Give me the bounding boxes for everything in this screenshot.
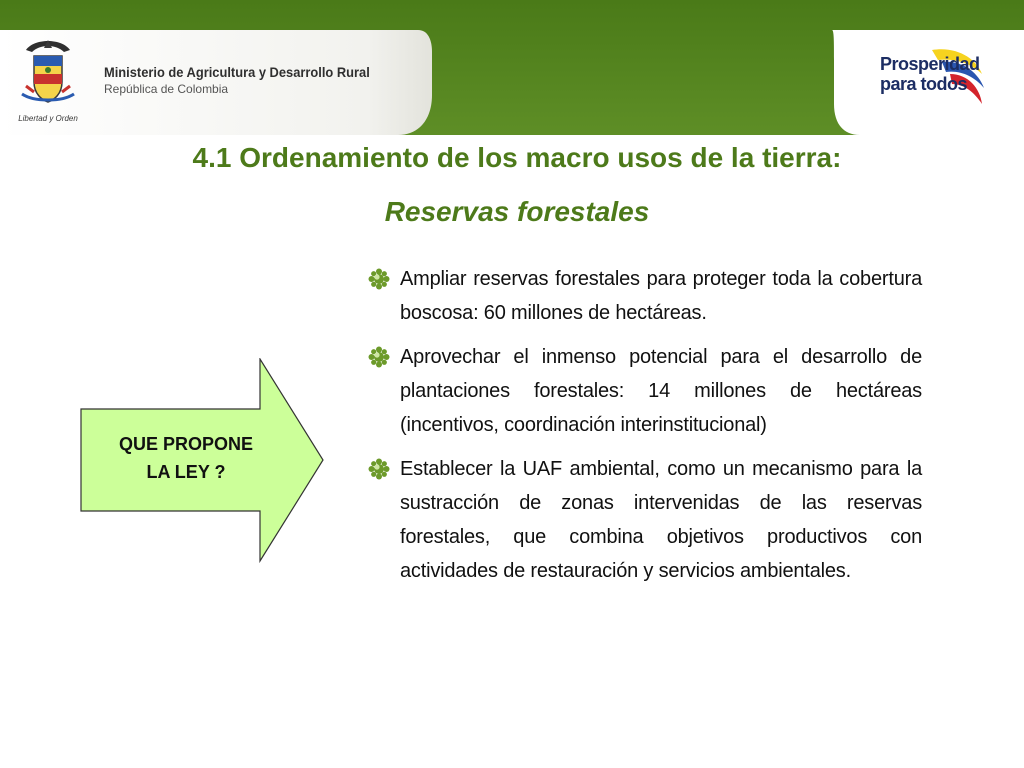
bullet-text: Aprovechar el inmenso potencial para el desarrollo de plantaciones forestales: 14 millones de hectáreas (incentivos, coordinación interinstitucional) — [400, 346, 922, 436]
header-banner — [0, 0, 1024, 135]
brand-line-1: Prosperidad — [880, 54, 980, 74]
crest-motto: Libertad y Orden — [18, 114, 78, 123]
gear-flower-icon — [368, 346, 390, 368]
bullet-list — [366, 262, 922, 598]
bullet-text: Ampliar reservas forestales para proteger toda la cobertura boscosa: 60 millones de hectáreas. — [400, 268, 922, 324]
arrow-callout — [80, 358, 326, 564]
ministry-subtitle: República de Colombia — [104, 82, 229, 96]
slide-subtitle: Reservas forestales — [384, 196, 650, 227]
gear-flower-icon — [368, 268, 390, 290]
callout-text — [88, 430, 284, 486]
bullet-item — [366, 262, 922, 330]
gear-flower-icon — [368, 458, 390, 480]
coat-of-arms — [12, 36, 84, 130]
prosperidad-logo — [872, 48, 992, 120]
callout-line-1: QUE PROPONE — [118, 434, 254, 454]
ministry-name: Ministerio de Agricultura y Desarrollo Rural — [104, 64, 370, 80]
brand-line-2: para todos — [880, 74, 968, 94]
bullet-item — [366, 340, 922, 442]
callout-line-2: LA LEY ? — [146, 462, 226, 482]
bullet-item — [366, 452, 922, 588]
bullet-text: Establecer la UAF ambiental, como un mecanismo para la sustracción de zonas intervenidas de las reservas forestales, que combina objetivos productivos con actividades de restauración y servicios ambientales. — [400, 458, 922, 582]
coat-of-arms-icon — [20, 36, 76, 112]
slide-title: 4.1 Ordenamiento de los macro usos de la tierra: — [192, 142, 842, 173]
